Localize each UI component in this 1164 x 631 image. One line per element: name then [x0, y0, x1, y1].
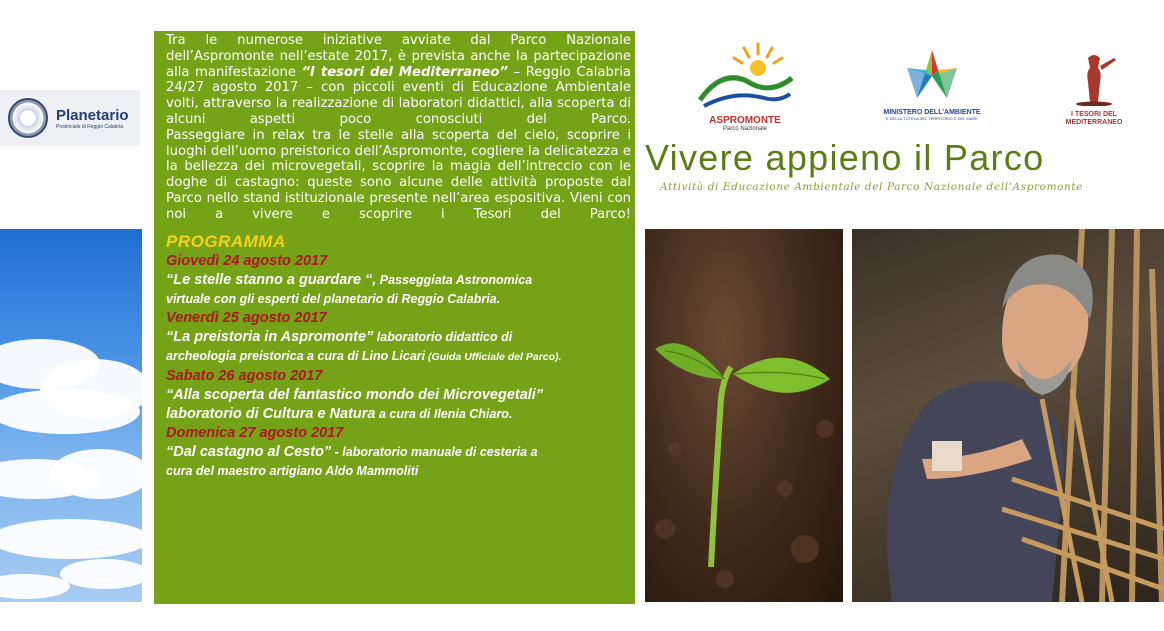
aspromonte-logo-sub: Parco Nazionale: [722, 126, 768, 132]
event-detail-title: laboratorio di Cultura e Natura: [166, 405, 376, 422]
tesori-logo-name: I TESORI DEL MEDITERRANEO: [1065, 111, 1123, 126]
programma-title: PROGRAMMA: [166, 231, 286, 251]
planetario-logo: [0, 90, 140, 146]
sprout-photo: [645, 229, 843, 602]
intro-paragraph: [166, 33, 631, 128]
basket-weaver-figure-icon: [852, 229, 1164, 602]
event-detail-text: archeologia preistorica a cura di Lino Licari: [166, 348, 426, 363]
aspromonte-logo-name: ASPROMONTE: [709, 115, 781, 126]
event-detail: [166, 405, 631, 424]
aspromonte-sun-mountain-icon: [694, 38, 796, 110]
event-detail: [166, 347, 631, 367]
event-line: [166, 386, 631, 405]
aspromonte-logo: [694, 38, 796, 130]
intro-paragraph-2: Passeggiare in relax tra le stelle alla scoperta del cielo, scoprire i luoghi dell’uomo preistorico dell’Aspromonte, cogliere la delicatezza e la bellezza dei microvegetali, scoprire la magia dell’intreccio con le doghe di castagno: queste sono alcune delle attività proposte dal Parco nello stand istituzionale presente nell’area espositiva. Vieni con noi a vivere e scoprire i Tesori del Parco!: [166, 127, 631, 222]
event-detail: cura del maestro artigiano Aldo Mammoliti: [166, 463, 419, 478]
basket-weaver-photo: [852, 229, 1164, 602]
day-date: Venerdì 25 agosto 2017: [166, 309, 327, 326]
event-detail-note: (Guida Ufficiale del Parco).: [425, 350, 562, 363]
day-date: Giovedì 24 agosto 2017: [166, 252, 328, 269]
tesori-logo: [1054, 52, 1134, 130]
page-title: Vivere appieno il Parco: [645, 137, 1045, 178]
program-day: [166, 367, 631, 424]
ministero-star-icon: [872, 48, 992, 104]
event-detail: virtuale con gli esperti del planetario di Reggio Calabria.: [166, 291, 501, 306]
event-name-highlight: “I tesori del Mediterraneo”: [301, 64, 508, 80]
sprout-plant-icon: [645, 229, 843, 602]
day-date: Sabato 26 agosto 2017: [166, 367, 323, 384]
event-line: [166, 328, 631, 347]
ministero-logo-sub: E DELLA TUTELA DEL TERRITORIO E DEL MARE: [886, 116, 978, 121]
event-title: “La preistoria in Aspromonte”: [166, 328, 374, 345]
sky-clouds-image: [0, 229, 142, 602]
planetario-subtitle: Provinciale di Reggio Calabria: [56, 123, 123, 130]
event-title: “Alla scoperta del fantastico mondo dei Microvegetali”: [166, 386, 544, 403]
event-detail-text: a cura di Ilenia Chiaro.: [375, 406, 513, 421]
event-title: “Dal castagno al Cesto”: [166, 443, 332, 460]
program-day: [166, 252, 631, 309]
page-subtitle: Attività di Educazione Ambientale del Parco Nazionale dell’Aspromonte: [660, 181, 1084, 193]
event-line: [166, 271, 631, 290]
program-day: [166, 309, 631, 367]
intro-text-2: – Reggio Calabria 24/27 agosto 2017 – con piccoli eventi di Educazione Ambientale volti, attraverso la realizzazione di laboratori didattici, alla scoperta di alcuni aspetti poco conosciuti del Parco.: [166, 64, 631, 127]
event-description: - laboratorio manuale di cesteria a: [331, 444, 538, 459]
intro-text-1: Tra le numerose iniziative avviate dal Parco Nazionale dell’Aspromonte nell’estate 2017, è prevista anche la partecipazione alla manifestazione: [166, 33, 631, 80]
event-line: [166, 443, 631, 462]
planetario-emblem-icon: [8, 98, 48, 138]
partner-logos: [680, 38, 1150, 138]
day-date: Domenica 27 agosto 2017: [166, 424, 344, 441]
tesori-statue-icon: [1054, 52, 1134, 106]
event-title: “Le stelle stanno a guardare “,: [166, 271, 377, 288]
ministero-logo: [872, 48, 992, 128]
event-description: Passeggiata Astronomica: [376, 272, 533, 287]
program-text-panel: [154, 31, 635, 604]
planetario-name: Planetario: [56, 106, 129, 124]
event-description: laboratorio didattico di: [373, 329, 513, 344]
ministero-logo-name: MINISTERO DELL’AMBIENTE: [883, 109, 981, 116]
program-day: [166, 424, 631, 481]
